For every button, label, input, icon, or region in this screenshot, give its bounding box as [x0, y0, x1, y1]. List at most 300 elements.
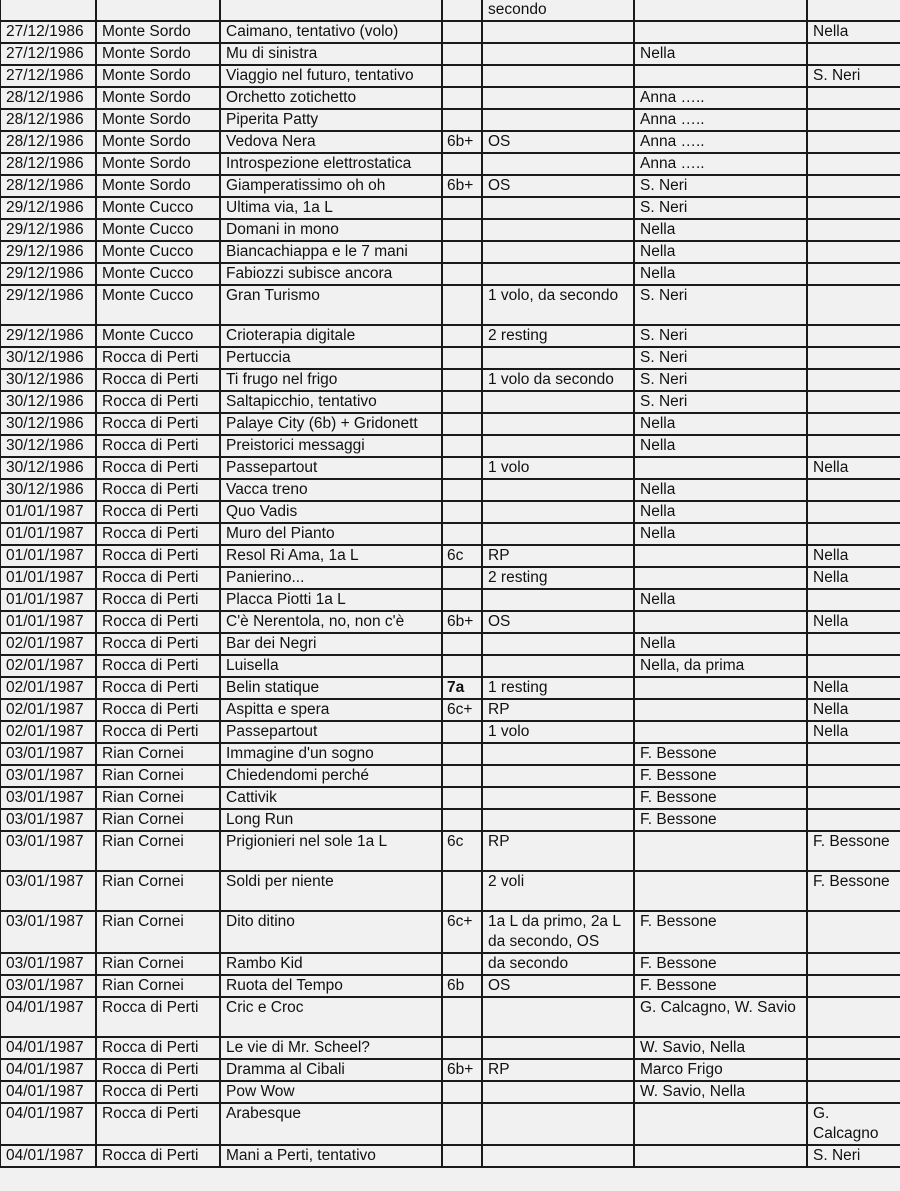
- table-row: [0, 325, 900, 347]
- cell-route: Giamperatissimo oh oh: [220, 175, 442, 197]
- cell-route: Orchetto zotichetto: [220, 87, 442, 109]
- cell-route: Dramma al Cibali: [220, 1059, 442, 1081]
- cell-belayer: Nella: [807, 457, 900, 479]
- cell-belayer: [807, 501, 900, 523]
- cell-partner: [634, 871, 807, 911]
- cell-date: 28/12/1986: [0, 175, 96, 197]
- table-row: [0, 1081, 900, 1103]
- cell-belayer: [807, 435, 900, 457]
- cell-date: 30/12/1986: [0, 435, 96, 457]
- cell-style: 2 resting: [482, 325, 634, 347]
- cell-route: Vacca treno: [220, 479, 442, 501]
- cell-partner: W. Savio, Nella: [634, 1081, 807, 1103]
- cell-date: 28/12/1986: [0, 153, 96, 175]
- cell-style: OS: [482, 175, 634, 197]
- cell-crag: Rocca di Perti: [96, 611, 220, 633]
- cell-route: Passepartout: [220, 457, 442, 479]
- cell-style: [482, 413, 634, 435]
- cell-crag: Rian Cornei: [96, 911, 220, 953]
- cell-route: Resol Ri Ama, 1a L: [220, 545, 442, 567]
- cell-partner: G. Calcagno, W. Savio: [634, 997, 807, 1037]
- table-row: [0, 589, 900, 611]
- cell-belayer: [807, 975, 900, 997]
- table-row: [0, 871, 900, 911]
- cell-belayer: Nella: [807, 21, 900, 43]
- cell-style: [482, 501, 634, 523]
- cell-grade: [442, 765, 482, 787]
- cell-grade: [442, 655, 482, 677]
- cell-style: [482, 1145, 634, 1167]
- cell-grade: [442, 633, 482, 655]
- cell-route: Vedova Nera: [220, 131, 442, 153]
- cell-grade: 7a: [442, 677, 482, 699]
- cell-crag: Monte Cucco: [96, 241, 220, 263]
- cell-partner: [634, 0, 807, 21]
- cell-partner: S. Neri: [634, 347, 807, 369]
- cell-route: Placca Piotti 1a L: [220, 589, 442, 611]
- cell-partner: Nella: [634, 479, 807, 501]
- cell-route: Long Run: [220, 809, 442, 831]
- cell-belayer: S. Neri: [807, 1145, 900, 1167]
- table-row: [0, 523, 900, 545]
- cell-style: [482, 435, 634, 457]
- cell-crag: Rian Cornei: [96, 809, 220, 831]
- cell-date: 01/01/1987: [0, 523, 96, 545]
- cell-route: Luisella: [220, 655, 442, 677]
- cell-crag: Rian Cornei: [96, 871, 220, 911]
- cell-style: [482, 197, 634, 219]
- cell-partner: S. Neri: [634, 325, 807, 347]
- cell-style: [482, 241, 634, 263]
- cell-grade: 6b: [442, 975, 482, 997]
- cell-grade: [442, 21, 482, 43]
- cell-style: [482, 391, 634, 413]
- cell-partner: Nella: [634, 43, 807, 65]
- cell-style: 1 volo: [482, 721, 634, 743]
- cell-partner: Nella: [634, 241, 807, 263]
- cell-belayer: [807, 765, 900, 787]
- cell-style: RP: [482, 699, 634, 721]
- cell-partner: F. Bessone: [634, 787, 807, 809]
- cell-grade: [442, 809, 482, 831]
- cell-date: 01/01/1987: [0, 545, 96, 567]
- table-row: [0, 545, 900, 567]
- cell-style: [482, 655, 634, 677]
- cell-crag: Monte Sordo: [96, 131, 220, 153]
- cell-route: Pow Wow: [220, 1081, 442, 1103]
- cell-grade: [442, 501, 482, 523]
- cell-grade: [442, 479, 482, 501]
- cell-belayer: [807, 153, 900, 175]
- cell-date: 29/12/1986: [0, 285, 96, 325]
- cell-grade: [442, 391, 482, 413]
- table-row: [0, 911, 900, 953]
- cell-crag: Rocca di Perti: [96, 997, 220, 1037]
- cell-grade: 6b+: [442, 611, 482, 633]
- cell-partner: [634, 611, 807, 633]
- cell-belayer: [807, 743, 900, 765]
- cell-partner: Nella: [634, 413, 807, 435]
- cell-crag: Rocca di Perti: [96, 699, 220, 721]
- cell-belayer: [807, 391, 900, 413]
- cell-date: 03/01/1987: [0, 787, 96, 809]
- cell-date: 30/12/1986: [0, 391, 96, 413]
- table-row: [0, 21, 900, 43]
- cell-date: 03/01/1987: [0, 831, 96, 871]
- cell-style: RP: [482, 1059, 634, 1081]
- cell-style: 1 volo da secondo: [482, 369, 634, 391]
- cell-partner: Marco Frigo: [634, 1059, 807, 1081]
- cell-style: [482, 1081, 634, 1103]
- table-row: [0, 457, 900, 479]
- cell-route: Dito ditino: [220, 911, 442, 953]
- cell-belayer: [807, 589, 900, 611]
- cell-route: Saltapicchio, tentativo: [220, 391, 442, 413]
- cell-crag: Rocca di Perti: [96, 347, 220, 369]
- cell-belayer: [807, 1037, 900, 1059]
- cell-grade: [442, 997, 482, 1037]
- cell-date: 29/12/1986: [0, 219, 96, 241]
- cell-partner: [634, 677, 807, 699]
- cell-route: Fabiozzi subisce ancora: [220, 263, 442, 285]
- cell-belayer: [807, 1059, 900, 1081]
- cell-belayer: [807, 175, 900, 197]
- cell-route: Arabesque: [220, 1103, 442, 1145]
- cell-crag: Rocca di Perti: [96, 633, 220, 655]
- cell-belayer: [807, 219, 900, 241]
- table-row: [0, 241, 900, 263]
- cell-date: 30/12/1986: [0, 457, 96, 479]
- cell-route: Chiedendomi perché: [220, 765, 442, 787]
- cell-date: 01/01/1987: [0, 567, 96, 589]
- cell-date: 03/01/1987: [0, 809, 96, 831]
- cell-partner: Nella: [634, 501, 807, 523]
- cell-grade: [442, 1081, 482, 1103]
- cell-belayer: [807, 131, 900, 153]
- cell-belayer: [807, 0, 900, 21]
- cell-crag: Rocca di Perti: [96, 391, 220, 413]
- cell-partner: F. Bessone: [634, 743, 807, 765]
- cell-date: 03/01/1987: [0, 911, 96, 953]
- cell-style: [482, 219, 634, 241]
- cell-grade: [442, 325, 482, 347]
- cell-belayer: [807, 285, 900, 325]
- cell-grade: [442, 347, 482, 369]
- cell-style: [482, 21, 634, 43]
- cell-style: 2 resting: [482, 567, 634, 589]
- cell-belayer: [807, 197, 900, 219]
- cell-belayer: [807, 479, 900, 501]
- cell-style: [482, 109, 634, 131]
- cell-crag: Rocca di Perti: [96, 677, 220, 699]
- cell-date: 04/01/1987: [0, 1145, 96, 1167]
- cell-belayer: [807, 997, 900, 1037]
- table-row: [0, 285, 900, 325]
- cell-crag: Rocca di Perti: [96, 545, 220, 567]
- cell-route: [220, 0, 442, 21]
- cell-crag: Rocca di Perti: [96, 1145, 220, 1167]
- cell-route: Le vie di Mr. Scheel?: [220, 1037, 442, 1059]
- cell-partner: S. Neri: [634, 197, 807, 219]
- cell-partner: F. Bessone: [634, 809, 807, 831]
- cell-partner: Nella: [634, 219, 807, 241]
- cell-grade: [442, 241, 482, 263]
- cell-belayer: Nella: [807, 611, 900, 633]
- cell-style: RP: [482, 831, 634, 871]
- table-row: [0, 953, 900, 975]
- cell-grade: [442, 413, 482, 435]
- cell-partner: S. Neri: [634, 369, 807, 391]
- table-row: [0, 197, 900, 219]
- cell-grade: [442, 0, 482, 21]
- cell-grade: [442, 1103, 482, 1145]
- cell-style: 1 volo: [482, 457, 634, 479]
- cell-date: 04/01/1987: [0, 1037, 96, 1059]
- cell-date: [0, 0, 96, 21]
- cell-grade: [442, 721, 482, 743]
- cell-route: Introspezione elettrostatica: [220, 153, 442, 175]
- cell-style: [482, 347, 634, 369]
- cell-route: Immagine d'un sogno: [220, 743, 442, 765]
- cell-crag: Rocca di Perti: [96, 589, 220, 611]
- cell-partner: Nella, da prima: [634, 655, 807, 677]
- cell-date: 29/12/1986: [0, 263, 96, 285]
- cell-crag: Rian Cornei: [96, 953, 220, 975]
- cell-partner: Anna …..: [634, 131, 807, 153]
- table-row: [0, 43, 900, 65]
- cell-crag: Monte Sordo: [96, 65, 220, 87]
- cell-partner: S. Neri: [634, 391, 807, 413]
- cell-style: da secondo: [482, 953, 634, 975]
- cell-crag: Rian Cornei: [96, 765, 220, 787]
- cell-partner: [634, 65, 807, 87]
- cell-date: 03/01/1987: [0, 871, 96, 911]
- cell-belayer: [807, 87, 900, 109]
- cell-style: [482, 87, 634, 109]
- cell-route: Muro del Pianto: [220, 523, 442, 545]
- cell-crag: Monte Cucco: [96, 219, 220, 241]
- cell-style: [482, 809, 634, 831]
- cell-partner: [634, 1145, 807, 1167]
- table-row: [0, 1037, 900, 1059]
- cell-belayer: [807, 263, 900, 285]
- cell-belayer: [807, 953, 900, 975]
- table-row: [0, 87, 900, 109]
- cell-crag: Rian Cornei: [96, 787, 220, 809]
- cell-date: 02/01/1987: [0, 677, 96, 699]
- cell-crag: Rocca di Perti: [96, 479, 220, 501]
- cell-route: Pertuccia: [220, 347, 442, 369]
- cell-date: 03/01/1987: [0, 743, 96, 765]
- cell-style: secondo: [482, 0, 634, 21]
- cell-grade: [442, 567, 482, 589]
- cell-date: 29/12/1986: [0, 197, 96, 219]
- cell-belayer: F. Bessone: [807, 871, 900, 911]
- table-row: [0, 263, 900, 285]
- cell-route: Soldi per niente: [220, 871, 442, 911]
- cell-style: 2 voli: [482, 871, 634, 911]
- cell-route: Ultima via, 1a L: [220, 197, 442, 219]
- table-row: [0, 1103, 900, 1145]
- cell-style: OS: [482, 611, 634, 633]
- table-row: [0, 611, 900, 633]
- cell-belayer: [807, 809, 900, 831]
- table-row: [0, 65, 900, 87]
- cell-belayer: [807, 325, 900, 347]
- cell-route: Passepartout: [220, 721, 442, 743]
- cell-crag: Rian Cornei: [96, 975, 220, 997]
- cell-belayer: Nella: [807, 545, 900, 567]
- cell-date: 27/12/1986: [0, 21, 96, 43]
- cell-route: Cric e Croc: [220, 997, 442, 1037]
- table-row: [0, 721, 900, 743]
- cell-belayer: [807, 109, 900, 131]
- cell-crag: Monte Cucco: [96, 285, 220, 325]
- table-row: [0, 501, 900, 523]
- cell-route: Domani in mono: [220, 219, 442, 241]
- cell-date: 03/01/1987: [0, 953, 96, 975]
- cell-partner: Nella: [634, 633, 807, 655]
- cell-crag: Monte Sordo: [96, 175, 220, 197]
- cell-crag: Monte Cucco: [96, 263, 220, 285]
- cell-date: 03/01/1987: [0, 765, 96, 787]
- table-row: [0, 391, 900, 413]
- cell-grade: [442, 285, 482, 325]
- cell-belayer: Nella: [807, 677, 900, 699]
- cell-style: 1a L da primo, 2a L da secondo, OS: [482, 911, 634, 953]
- table-row: [0, 347, 900, 369]
- cell-grade: 6b+: [442, 1059, 482, 1081]
- cell-date: 02/01/1987: [0, 655, 96, 677]
- cell-grade: [442, 787, 482, 809]
- cell-route: Preistorici messaggi: [220, 435, 442, 457]
- cell-style: OS: [482, 975, 634, 997]
- cell-style: [482, 787, 634, 809]
- table-row: [0, 743, 900, 765]
- cell-date: 03/01/1987: [0, 975, 96, 997]
- cell-grade: [442, 87, 482, 109]
- cell-grade: [442, 435, 482, 457]
- cell-belayer: [807, 43, 900, 65]
- cell-grade: [442, 65, 482, 87]
- cell-partner: W. Savio, Nella: [634, 1037, 807, 1059]
- table-row: [0, 633, 900, 655]
- cell-crag: Rocca di Perti: [96, 501, 220, 523]
- table-row: [0, 699, 900, 721]
- table-row: [0, 175, 900, 197]
- cell-date: 01/01/1987: [0, 501, 96, 523]
- cell-grade: [442, 197, 482, 219]
- cell-style: [482, 633, 634, 655]
- cell-grade: [442, 263, 482, 285]
- cell-grade: [442, 153, 482, 175]
- cell-grade: 6c+: [442, 911, 482, 953]
- cell-route: Panierino...: [220, 567, 442, 589]
- cell-grade: 6c: [442, 545, 482, 567]
- cell-grade: [442, 1145, 482, 1167]
- table-row-partial: [0, 0, 900, 21]
- cell-belayer: [807, 633, 900, 655]
- cell-partner: [634, 567, 807, 589]
- cell-route: Quo Vadis: [220, 501, 442, 523]
- cell-crag: Rocca di Perti: [96, 413, 220, 435]
- cell-crag: Rocca di Perti: [96, 721, 220, 743]
- table-row: [0, 479, 900, 501]
- table-row: [0, 787, 900, 809]
- table-row: [0, 1145, 900, 1167]
- table-row: [0, 109, 900, 131]
- table-row: [0, 413, 900, 435]
- cell-style: [482, 43, 634, 65]
- cell-grade: [442, 109, 482, 131]
- table-row: [0, 809, 900, 831]
- cell-crag: Monte Sordo: [96, 153, 220, 175]
- cell-grade: [442, 589, 482, 611]
- cell-belayer: S. Neri: [807, 65, 900, 87]
- cell-date: 30/12/1986: [0, 347, 96, 369]
- cell-grade: 6c: [442, 831, 482, 871]
- cell-belayer: [807, 655, 900, 677]
- cell-grade: 6b+: [442, 131, 482, 153]
- table-row: [0, 997, 900, 1037]
- table-row: [0, 219, 900, 241]
- cell-date: 04/01/1987: [0, 1081, 96, 1103]
- cell-partner: F. Bessone: [634, 765, 807, 787]
- cell-date: 30/12/1986: [0, 369, 96, 391]
- cell-route: C'è Nerentola, no, non c'è: [220, 611, 442, 633]
- cell-style: [482, 479, 634, 501]
- cell-crag: Rocca di Perti: [96, 567, 220, 589]
- cell-grade: [442, 43, 482, 65]
- cell-route: Prigionieri nel sole 1a L: [220, 831, 442, 871]
- cell-belayer: Nella: [807, 699, 900, 721]
- cell-style: 1 volo, da secondo: [482, 285, 634, 325]
- cell-crag: Monte Cucco: [96, 325, 220, 347]
- cell-partner: [634, 545, 807, 567]
- table-row: [0, 1059, 900, 1081]
- cell-partner: [634, 21, 807, 43]
- cell-belayer: Nella: [807, 721, 900, 743]
- cell-crag: Rocca di Perti: [96, 457, 220, 479]
- cell-partner: Anna …..: [634, 153, 807, 175]
- cell-partner: Nella: [634, 523, 807, 545]
- cell-partner: F. Bessone: [634, 953, 807, 975]
- table-row: [0, 831, 900, 871]
- cell-route: Ti frugo nel frigo: [220, 369, 442, 391]
- cell-grade: [442, 457, 482, 479]
- cell-date: 02/01/1987: [0, 633, 96, 655]
- cell-belayer: [807, 787, 900, 809]
- cell-partner: [634, 457, 807, 479]
- cell-partner: Anna …..: [634, 109, 807, 131]
- cell-partner: Nella: [634, 435, 807, 457]
- cell-grade: [442, 1037, 482, 1059]
- cell-date: 29/12/1986: [0, 325, 96, 347]
- cell-date: 28/12/1986: [0, 131, 96, 153]
- cell-grade: [442, 369, 482, 391]
- cell-crag: Monte Sordo: [96, 21, 220, 43]
- cell-date: 30/12/1986: [0, 413, 96, 435]
- cell-route: Cattivik: [220, 787, 442, 809]
- cell-style: [482, 743, 634, 765]
- cell-date: 01/01/1987: [0, 611, 96, 633]
- cell-belayer: [807, 1081, 900, 1103]
- cell-belayer: [807, 413, 900, 435]
- cell-style: OS: [482, 131, 634, 153]
- cell-route: Rambo Kid: [220, 953, 442, 975]
- cell-belayer: [807, 911, 900, 953]
- cell-grade: [442, 953, 482, 975]
